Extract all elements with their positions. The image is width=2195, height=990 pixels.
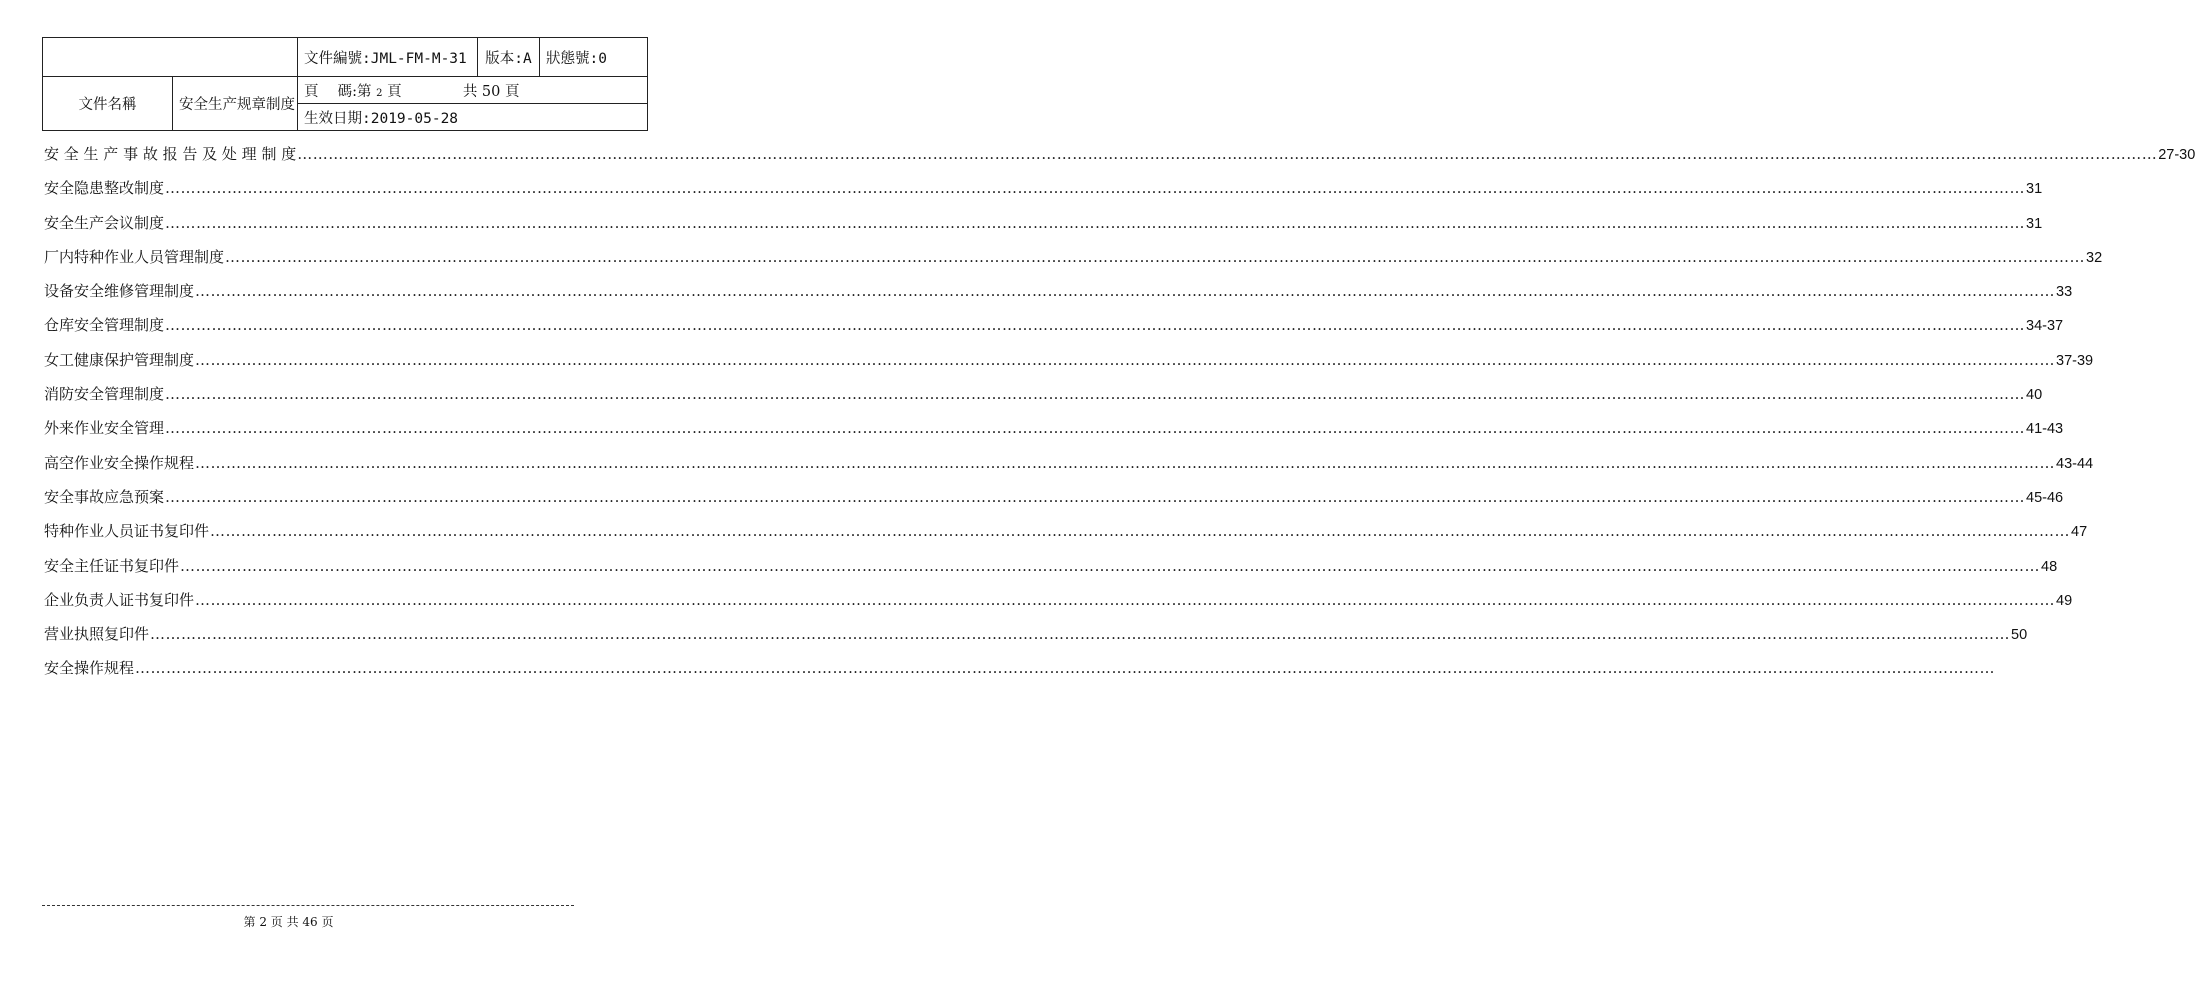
toc-entry-title: 企业负责人证书复印件 <box>44 590 195 609</box>
toc-leader-dots: ……………………………………………………………………………………………………………………………………………………………………………………………………………………………………………………………………………………………………………………………… <box>165 316 2026 335</box>
toc-leader-dots: ……………………………………………………………………………………………………………………………………………………………………………………………………………………………………………………………………………………………………………………………… <box>195 282 2056 301</box>
toc-entry-page: 31 <box>2026 215 2043 232</box>
document-header-table <box>42 37 648 131</box>
toc-entry <box>44 246 2103 280</box>
toc-leader-dots: ……………………………………………………………………………………………………………………………………………………………………………………………………………………………………………………………………………………………………………………………… <box>225 247 2086 266</box>
toc-leader-dots: ……………………………………………………………………………………………………………………………………………………………………………………………………………………………………………………………………………………………………………………………… <box>195 350 2056 369</box>
toc-entry-title: 安全主任证书复印件 <box>44 556 180 575</box>
toc-entry-title: 仓库安全管理制度 <box>44 316 165 335</box>
toc-entry-page: 32 <box>2086 249 2103 266</box>
toc-entry <box>44 143 2195 177</box>
toc-entry-page: 27-30 <box>2158 147 2195 163</box>
toc-entry-title: 女工健康保护管理制度 <box>44 350 195 369</box>
toc-entry <box>44 417 2064 451</box>
page-total: 共 50 頁 <box>462 83 520 100</box>
toc-entry-title: 安全生产会议制度 <box>44 213 165 232</box>
toc-leader-dots: ……………………………………………………………………………………………………………………………………………………………………………………………………………………………………………………………………………………………………………………………… <box>135 659 1996 678</box>
toc-entry-title: 厂内特种作业人员管理制度 <box>44 247 225 266</box>
toc-leader-dots: ……………………………………………………………………………………………………………………………………………………………………………………………………………………………………………………………………………………………………………………………… <box>180 556 2041 575</box>
toc-entry-page: 47 <box>2071 524 2088 541</box>
table-of-contents <box>44 143 2195 692</box>
toc-entry-title: 安 全 生 产 事 故 报 告 及 处 理 制 度 <box>44 145 297 163</box>
toc-entry <box>44 314 2064 348</box>
toc-leader-dots: ……………………………………………………………………………………………………………………………………………………………………………………………………………………………………………………………………………………………………………………………… <box>297 145 2158 163</box>
toc-entry-page: 31 <box>2026 181 2043 198</box>
file-name-label: 文件名稱 <box>43 77 173 131</box>
toc-entry <box>44 349 2094 383</box>
toc-entry <box>44 212 2043 246</box>
toc-entry <box>44 280 2073 314</box>
toc-entry-title: 消防安全管理制度 <box>44 385 165 404</box>
toc-entry-title: 安全隐患整改制度 <box>44 179 165 198</box>
toc-leader-dots: ……………………………………………………………………………………………………………………………………………………………………………………………………………………………………………………………………………………………………………………………… <box>165 385 2026 404</box>
page-info <box>298 77 648 104</box>
toc-leader-dots: ……………………………………………………………………………………………………………………………………………………………………………………………………………………………………………………………………………………………………………………………… <box>165 487 2026 506</box>
toc-entry-title: 营业执照复印件 <box>44 625 150 644</box>
toc-entry-page: 33 <box>2056 284 2073 301</box>
toc-leader-dots: ……………………………………………………………………………………………………………………………………………………………………………………………………………………………………………………………………………………………………………………………… <box>165 179 2026 198</box>
toc-entry-title: 安全操作规程 <box>44 659 135 678</box>
toc-entry-page: 34-37 <box>2026 318 2064 335</box>
toc-leader-dots: ……………………………………………………………………………………………………………………………………………………………………………………………………………………………………………………………………………………………………………………………… <box>165 419 2026 438</box>
toc-entry-title: 高空作业安全操作规程 <box>44 453 195 472</box>
page-info-suffix: 頁 <box>382 83 402 100</box>
toc-entry <box>44 486 2064 520</box>
toc-entry-page: 45-46 <box>2026 489 2064 506</box>
toc-entry-title: 设备安全维修管理制度 <box>44 282 195 301</box>
toc-entry-title: 特种作业人员证书复印件 <box>44 522 210 541</box>
page-info-number: 2 <box>376 87 383 99</box>
toc-entry-page: 48 <box>2041 558 2058 575</box>
file-name-value: 安全生产规章制度 <box>173 77 298 131</box>
toc-entry-page: 41-43 <box>2026 421 2064 438</box>
doc-status: 狀態號:0 <box>540 38 648 77</box>
toc-leader-dots: ……………………………………………………………………………………………………………………………………………………………………………………………………………………………………………………………………………………………………………………………… <box>165 213 2026 232</box>
toc-entry <box>44 589 2073 623</box>
toc-leader-dots: ……………………………………………………………………………………………………………………………………………………………………………………………………………………………………………………………………………………………………………………………… <box>210 522 2071 541</box>
toc-entry <box>44 383 2043 417</box>
toc-entry <box>44 452 2094 486</box>
header-blank-cell <box>43 38 298 77</box>
toc-entry <box>44 177 2043 211</box>
toc-leader-dots: ……………………………………………………………………………………………………………………………………………………………………………………………………………………………………………………………………………………………………………………………… <box>195 590 2056 609</box>
page-info-label: 頁 碼:第 <box>304 83 377 100</box>
doc-code: 文件編號:JML-FM-M-31 <box>298 38 478 77</box>
toc-leader-dots: ……………………………………………………………………………………………………………………………………………………………………………………………………………………………………………………………………………………………………………………………… <box>195 453 2056 472</box>
toc-leader-dots: ……………………………………………………………………………………………………………………………………………………………………………………………………………………………………………………………………………………………………………………………… <box>150 625 2011 644</box>
toc-entry-page: 37-39 <box>2056 352 2094 369</box>
toc-entry-title: 安全事故应急预案 <box>44 487 165 506</box>
doc-version: 版本:A <box>478 38 540 77</box>
toc-entry-title: 外来作业安全管理 <box>44 419 165 438</box>
toc-entry <box>44 555 2058 589</box>
footer-divider <box>42 905 574 906</box>
toc-entry <box>44 657 1996 691</box>
toc-entry-page: 49 <box>2056 592 2073 609</box>
effective-date: 生效日期:2019-05-28 <box>298 104 648 131</box>
toc-entry-page: 43-44 <box>2056 455 2094 472</box>
footer-page-number: 第 2 页 共 46 页 <box>243 915 334 929</box>
toc-entry-page: 40 <box>2026 387 2043 404</box>
toc-entry <box>44 520 2088 554</box>
toc-entry <box>44 623 2028 657</box>
toc-entry-page: 50 <box>2011 627 2028 644</box>
